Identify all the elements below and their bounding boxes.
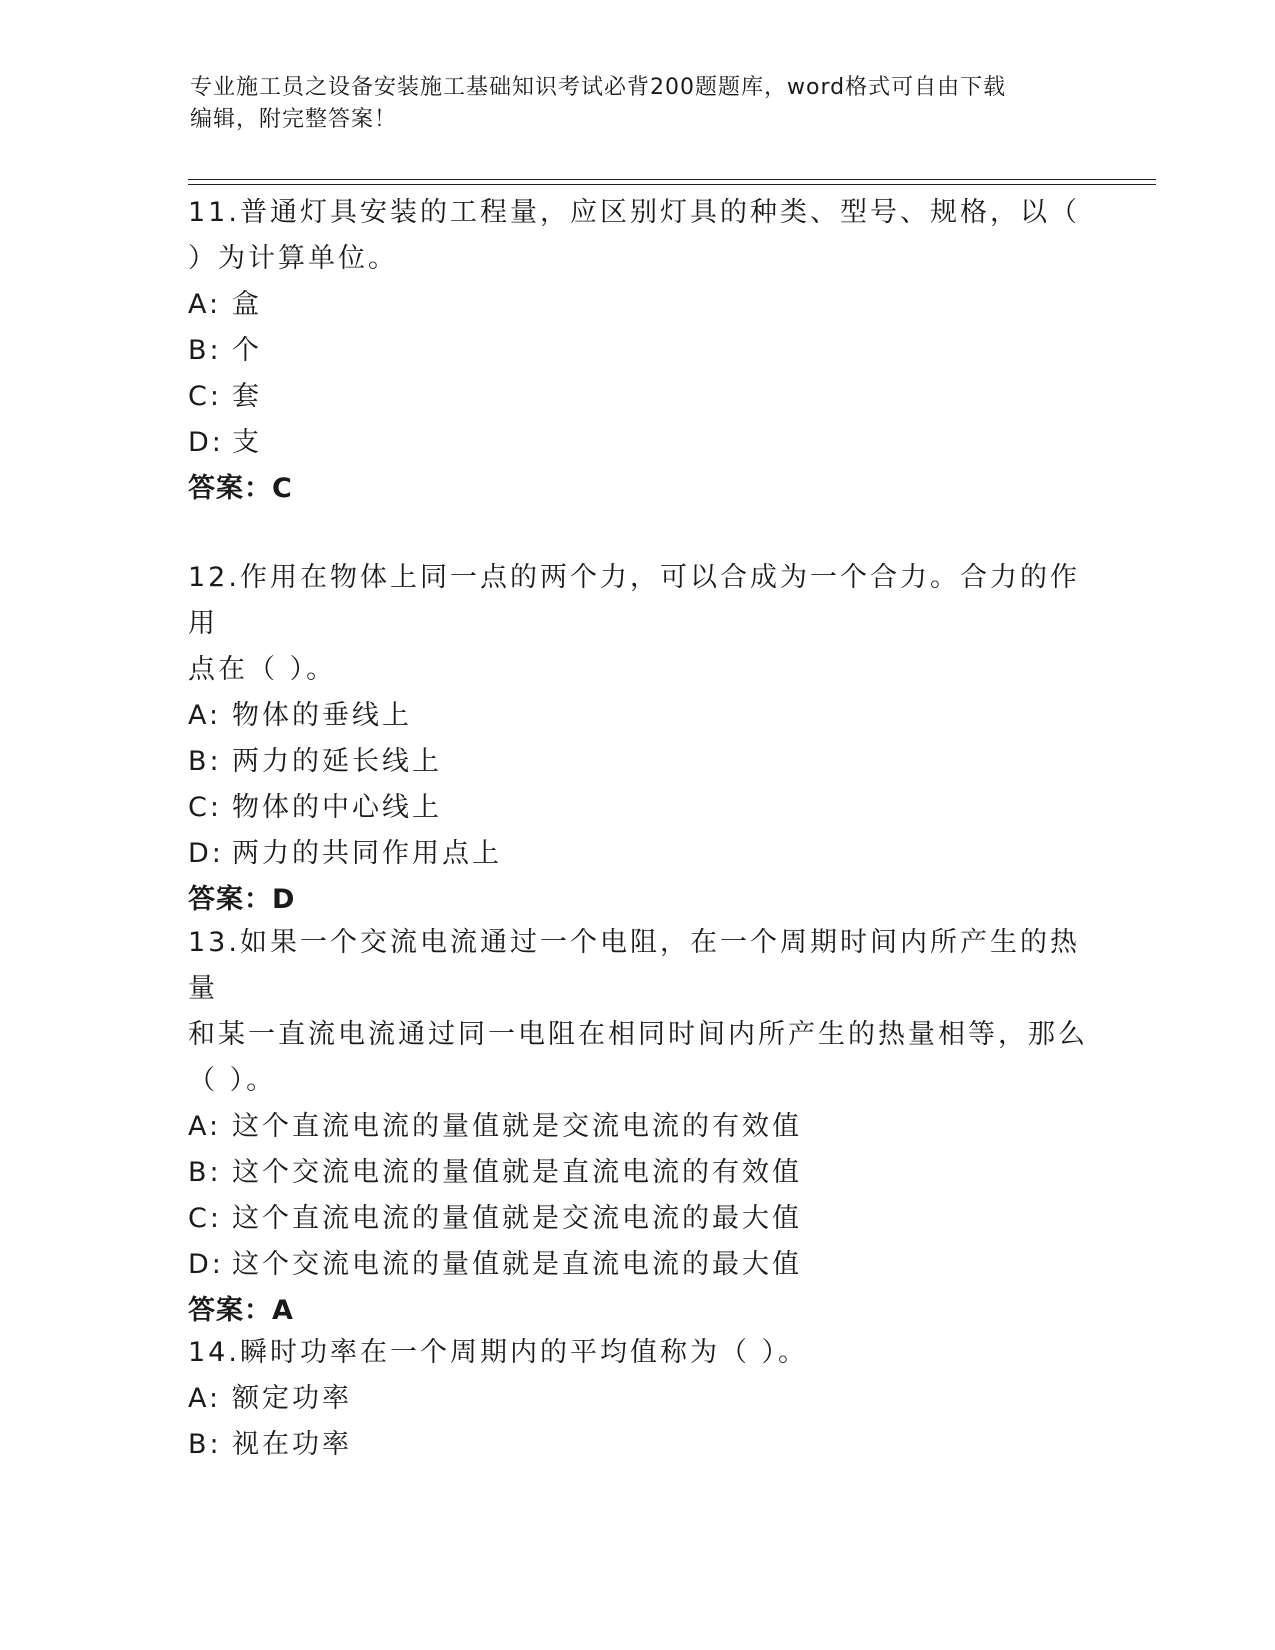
option-letter: B: [188,746,222,777]
option-d [188,1242,1088,1288]
option-letter: D: [188,427,224,458]
header-divider-bottom [188,184,1156,185]
question-stem-line: 和某一直流电流通过同一电阻在相同时间内所产生的热量相等，那么 [188,1019,1088,1050]
question-stem-line: 11.普通灯具安装的工程量，应区别灯具的种类、型号、规格，以（ [188,197,1080,228]
option-letter: D: [188,1249,224,1280]
option-letter: B: [188,1157,222,1188]
option-letter: B: [188,335,222,366]
option-text: 物体的中心线上 [232,792,442,823]
question-stem [188,555,1088,693]
answer-line: 答案：A [188,1295,294,1326]
option-a [188,693,1088,739]
question-13 [188,920,1088,1334]
question-stem [188,920,1088,1104]
option-a [188,282,1088,328]
option-c [188,374,1088,420]
option-letter: A: [188,700,222,731]
option-letter: C: [188,1203,222,1234]
option-b [188,1150,1088,1196]
question-11 [188,190,1088,512]
option-text: 这个直流电流的量值就是交流电流的有效值 [232,1111,802,1142]
option-text: 这个直流电流的量值就是交流电流的最大值 [232,1203,802,1234]
option-text: 支 [232,427,262,458]
question-stem [188,190,1088,282]
answer-line: 答案：C [188,473,293,504]
option-text: 视在功率 [232,1429,352,1460]
question-stem [188,1330,1088,1376]
question-stem-line: （ ）。 [188,1065,277,1096]
question-stem-line: 12.作用在物体上同一点的两个力，可以合成为一个合力。合力的作用 [188,562,1080,639]
option-text: 这个交流电流的量值就是直流电流的有效值 [232,1157,802,1188]
option-text: 物体的垂线上 [232,700,412,731]
option-a [188,1376,1088,1422]
option-letter: D: [188,838,224,869]
header-title-line-2: 编辑，附完整答案！ [190,107,398,132]
option-text: 两力的延长线上 [232,746,442,777]
option-b [188,328,1088,374]
option-b [188,739,1088,785]
option-a [188,1104,1088,1150]
option-c [188,785,1088,831]
option-d [188,831,1088,877]
option-b [188,1422,1088,1468]
question-12 [188,555,1088,923]
option-letter: A: [188,1111,222,1142]
question-stem-line: ）为计算单位。 [188,243,398,274]
question-stem-line: 点在（ ）。 [188,654,337,685]
header-title-line-1: 专业施工员之设备安装施工基础知识考试必背200题题库，word格式可自由下载 [190,75,1007,100]
option-letter: C: [188,381,222,412]
question-14 [188,1330,1088,1468]
option-letter: A: [188,1383,222,1414]
answer-line: 答案：D [188,884,296,915]
option-text: 两力的共同作用点上 [232,838,502,869]
option-c [188,1196,1088,1242]
option-text: 个 [232,335,262,366]
question-stem-line: 14.瞬时功率在一个周期内的平均值称为（ ）。 [188,1337,809,1368]
document-header [190,72,1090,136]
option-d [188,420,1088,466]
option-text: 这个交流电流的量值就是直流电流的最大值 [232,1249,802,1280]
question-stem-line: 13.如果一个交流电流通过一个电阻，在一个周期时间内所产生的热量 [188,927,1080,1004]
option-letter: B: [188,1429,222,1460]
option-letter: A: [188,289,222,320]
option-text: 盒 [232,289,262,320]
option-text: 套 [232,381,262,412]
option-text: 额定功率 [232,1383,352,1414]
option-letter: C: [188,792,222,823]
header-divider-top [188,179,1156,180]
